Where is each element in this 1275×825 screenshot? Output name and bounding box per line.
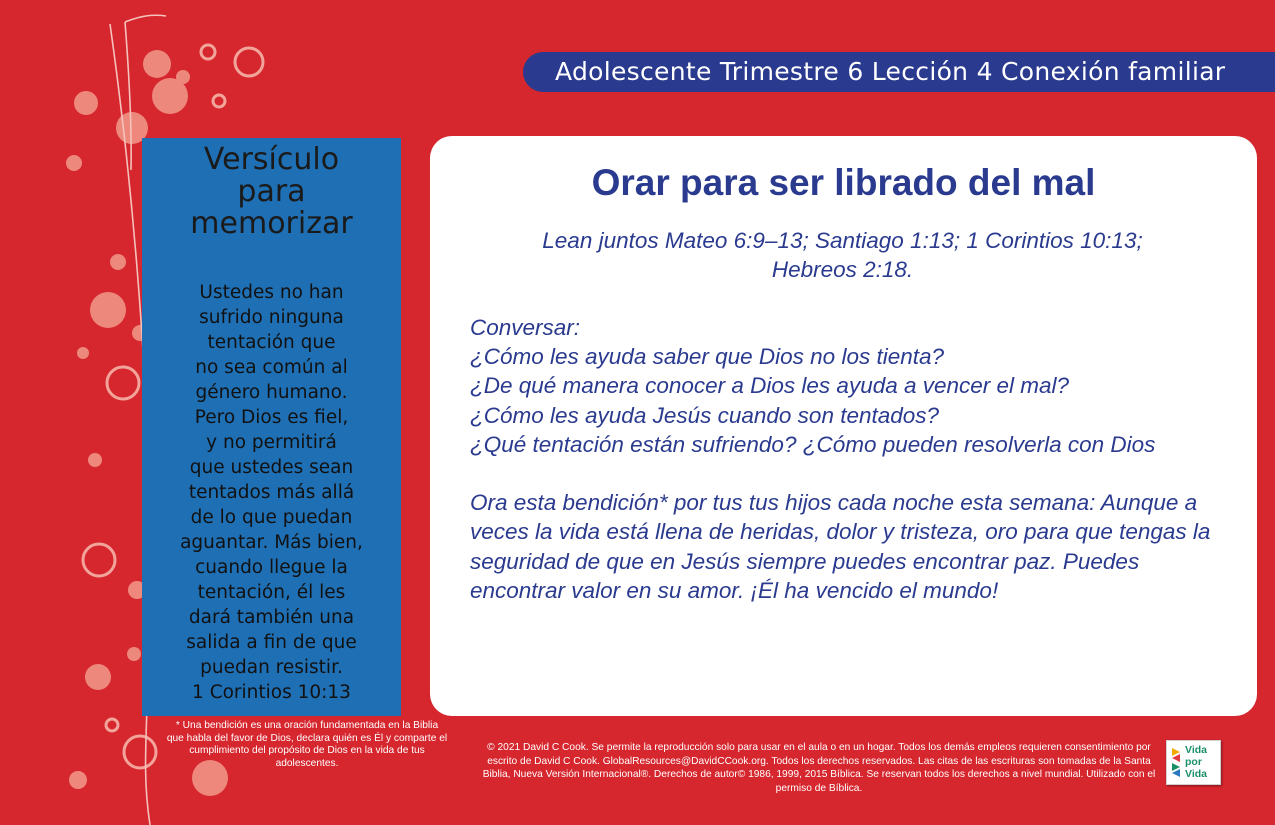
lesson-title: Orar para ser librado del mal [591, 162, 1096, 203]
question-4: ¿Qué tentación están sufriendo? ¿Cómo pueden resolverla con Dios [470, 431, 1156, 457]
section-spacer [470, 459, 1230, 488]
vida-por-vida-logo [1166, 740, 1221, 785]
lesson-header-banner: Adolescente Trimestre 6 Lección 4 Conexión familiar [523, 52, 1275, 92]
memory-title-line-3: memorizar [190, 206, 353, 241]
discussion-section [470, 313, 1230, 605]
blessing-text: Ora esta bendición* por tus tus hijos cada noche esta semana: Aunque a veces la vida está llena de heridas, dolor y tristeza, oro para que tengas la seguridad de que en Jesús siempre puedes encontrar paz. Puedes encontrar valor en su amor. ¡Él ha vencido el mundo! [470, 490, 1211, 603]
memory-title-line-1: Versículo [203, 142, 340, 177]
logo-line-3: Vida [1185, 768, 1207, 780]
lesson-title-row [0, 162, 1275, 204]
reading-line-1: Lean juntos Mateo 6:9–13; Santiago 1:13; 1 Corintios 10:13; [542, 228, 1143, 253]
reading-line-2: Hebreos 2:18. [771, 257, 914, 282]
memory-verse-panel [142, 138, 401, 716]
vida-por-vida-logo-icon [1170, 746, 1184, 778]
discuss-heading: Conversar: [470, 315, 581, 340]
copyright-notice: © 2021 David C Cook. Se permite la reproducción solo para usar en el aula o en un hogar. Todos los demás empleos requieren consentimiento por escrito de David C Cook. GlobalResources@DavidCCook.org. Todos los derechos reservados. Las citas de las escrituras son tomadas de la Santa Biblia, Nueva Versión Internacional®. Derechos de autor© 1986, 1999, 2015 Bíblica. Se reservan todos los derechos a nivel mundial. Utilizado con el permiso de Bíblica. [482, 742, 1156, 794]
logo-wordmark [1185, 744, 1221, 780]
scripture-reading [470, 226, 1215, 284]
memory-title-line-2: para [237, 174, 306, 209]
blessing-footnote: * Una bendición es una oración fundamentada en la Biblia que habla del favor de Dios, declara quién es Él y comparte el cumplimiento del propósito de Dios en la vida de tus adolescentes. [166, 720, 448, 769]
logo-line-1: Vida [1185, 744, 1207, 756]
question-1: ¿Cómo les ayuda saber que Dios no los tienta? [470, 344, 945, 370]
logo-line-2: por [1185, 756, 1202, 768]
question-2: ¿De qué manera conocer a Dios les ayuda a vencer el mal? [470, 373, 1070, 399]
question-3: ¿Cómo les ayuda Jesús cuando son tentados? [470, 402, 940, 428]
memory-verse-text: Ustedes no han sufrido ninguna tentación que no sea común al género humano. Pero Dios es fiel, y no permitirá que ustedes sean tentados más allá de lo que puedan aguantar. Más bien, cuando llegue la tentación, él les dará también una salida a fin de que puedan resistir. 1 Corintios 10:13 [180, 282, 363, 703]
